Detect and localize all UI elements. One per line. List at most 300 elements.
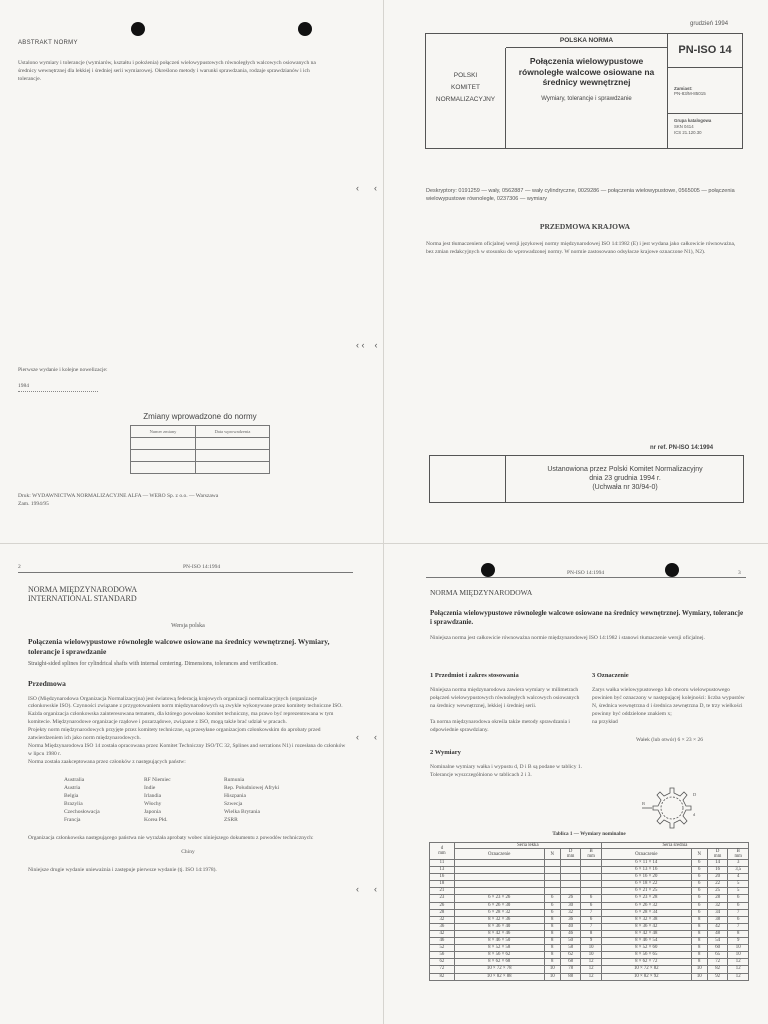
changes-cell	[131, 462, 196, 474]
cell-light-D: 40	[560, 923, 581, 930]
countries-col1	[64, 777, 144, 825]
cell-light-B	[581, 888, 602, 895]
norm-heading-en: INTERNATIONAL STANDARD	[28, 594, 137, 603]
section2-p1: Nominalne wymiary wałka i wypustu d, D i B są podane w tablicy 1. Tolerancje wyszczególniono w tablicach 2 i 3.	[430, 763, 582, 778]
cell-medium-D: 42	[707, 923, 728, 930]
designation-example: Wałek (lub otwór) 6 × 23 × 26	[635, 736, 703, 743]
table-row	[430, 923, 749, 930]
cell-light-D: 58	[560, 945, 581, 952]
cell-light-designation: 6 × 28 × 32	[454, 909, 544, 916]
changes-section	[130, 412, 270, 474]
cell-light-n: 8	[544, 952, 560, 959]
table-row	[430, 895, 749, 902]
cell-light-n: 10	[544, 966, 560, 973]
established-box	[429, 455, 744, 503]
skn-value: SKN 0414	[674, 124, 694, 130]
disapproval-country: Chiny	[181, 849, 195, 855]
country: Korea Płd.	[144, 817, 168, 824]
cell-medium-n: 6	[691, 888, 707, 895]
cell-medium-designation: 10 × 72 × 82	[601, 966, 691, 973]
org-line3: NORMALIZACYJNY	[435, 96, 496, 103]
preface-body	[28, 696, 348, 768]
cell-light-n	[544, 867, 560, 874]
country: Brazylia	[64, 801, 83, 808]
medium-D-unit: mm	[713, 854, 722, 859]
descriptors: Deskryptory: 0191259 — wały, 0562887 — wały cylindryczne, 0029286 — połączenia wielowypustowe, 0565005 — połączenia wielowypustowe równoległe, 0237306 — wymiary	[426, 188, 735, 202]
light-designation-header: Oznaczenie	[454, 849, 544, 860]
cell-medium-D: 20	[707, 874, 728, 881]
light-D-label: D	[568, 849, 573, 854]
cell-medium-B: 10	[728, 952, 749, 959]
cell-light-B: 6	[581, 902, 602, 909]
fold-mark: ‹ ‹	[356, 884, 377, 894]
cell-light-D	[560, 867, 581, 874]
dimensions-table	[429, 842, 749, 981]
cell-light-B: 8	[581, 930, 602, 937]
cell-light-designation	[454, 874, 544, 881]
printer-info	[18, 493, 298, 509]
table-row	[430, 909, 749, 916]
cell-d: 18	[430, 881, 455, 888]
punch-hole	[131, 22, 145, 36]
changes-cell	[196, 438, 270, 450]
cell-light-designation: 8 × 52 × 58	[454, 945, 544, 952]
cell-light-B: 12	[581, 973, 602, 980]
punch-hole	[298, 22, 312, 36]
cell-d: 72	[430, 966, 455, 973]
cell-light-n: 10	[544, 973, 560, 980]
cell-light-B	[581, 867, 602, 874]
table-row	[430, 881, 749, 888]
cell-medium-n: 8	[691, 916, 707, 923]
cell-light-B: 10	[581, 952, 602, 959]
disapproval-text: Organizacja członkowska następującego państwa nie wyrażała aprobaty wobec niniejszego dokumentu z powodów technicznych:	[28, 835, 314, 842]
code-cell	[668, 44, 742, 148]
norm-title: Połączenia wielowypustowe równoległe walcowe osiowane na średnicy wewnętrznej	[518, 56, 655, 88]
changes-cell	[131, 438, 196, 450]
cell-medium-designation: 6 × 23 × 28	[601, 895, 691, 902]
country: Australia	[64, 777, 85, 784]
cell-medium-designation: 6 × 28 × 34	[601, 909, 691, 916]
table-row	[430, 874, 749, 881]
cell-light-B	[581, 860, 602, 867]
cell-light-D	[560, 881, 581, 888]
group-label: Grupa katalogowa	[674, 118, 712, 123]
foreword-text: Norma jest tłumaczeniem oficjalnej wersji językowej normy międzynarodowej ISO 14:1982 (E) i jest wydana jako całkowicie równoważna, bez zmian redakcyjnych w stosunku do wprowadzonej normy. W normie zastosowano odsyłacze krajowe oznaczone N1), N2).	[426, 241, 736, 255]
norm-subtitle: Wymiary, tolerancje i sprawdzanie	[541, 95, 632, 102]
cell-medium-designation: 8 × 52 × 60	[601, 945, 691, 952]
cell-medium-designation: 8 × 32 × 38	[601, 916, 691, 923]
cell-light-B: 12	[581, 966, 602, 973]
cell-light-designation: 8 × 42 × 46	[454, 930, 544, 937]
changes-col-date: Data wprowadzenia	[196, 426, 270, 438]
cell-medium-D: 60	[707, 945, 728, 952]
cell-medium-n: 6	[691, 874, 707, 881]
section3-p2: na przykład	[592, 718, 618, 725]
cell-medium-n: 6	[691, 860, 707, 867]
page4-col-left	[430, 672, 582, 780]
page3-title: Połączenia wielowypustowe równoległe walcowe osiowane na średnicy wewnętrznej. Wymiary, tolerancje i sprawdzanie	[28, 637, 330, 656]
page4-running-head: PN-ISO 14:1994	[567, 570, 605, 576]
cell-light-D: 88	[560, 973, 581, 980]
reference-number: nr ref. PN-ISO 14:1994	[650, 445, 714, 451]
cell-light-n: 8	[544, 959, 560, 966]
cell-light-D: 46	[560, 930, 581, 937]
cell-light-n: 8	[544, 945, 560, 952]
cell-medium-D: 34	[707, 909, 728, 916]
col-d-label: d	[440, 846, 444, 851]
preface-p3: Norma Międzynarodowa ISO 14 została opracowana przez Komitet Techniczny ISO/TC 32, Splines and serrations N1) i rozesłana do członków w lipcu 1980 r.	[28, 743, 346, 758]
page4-content	[430, 588, 746, 643]
cell-light-B	[581, 874, 602, 881]
cell-medium-designation: 8 × 42 × 48	[601, 930, 691, 937]
edition-note: Niniejsze drugie wydanie unieważnia i zastępuje pierwsze wydanie (tj. ISO 14:1978).	[28, 866, 217, 873]
cell-medium-D: 28	[707, 895, 728, 902]
org-line2: KOMITET	[451, 84, 480, 91]
medium-n-header: N	[691, 849, 707, 860]
table-row	[430, 930, 749, 937]
cell-medium-designation: 8 × 46 × 54	[601, 938, 691, 945]
punch-hole	[665, 563, 679, 577]
section1-title: 1 Przedmiot i zakres stosowania	[430, 672, 519, 679]
cell-light-D: 32	[560, 909, 581, 916]
cell-medium-designation: 8 × 36 × 42	[601, 923, 691, 930]
cell-medium-designation: 6 × 26 × 32	[601, 902, 691, 909]
preface-p1: ISO (Międzynarodowa Organizacja Normalizacyjna) jest światową federacją krajowych organizacji normalizacyjnych (organizacje członkowskie ISO). Czynności związane z przygotowaniem norm międzynarodowych są zwykle wykonywane przez komitety techniczne ISO. Każda organizacja członkowska zainteresowana tematem, dla którego powołano komitet techniczny, ma prawo być reprezentowana w tym komitecie. Międzynarodowe organizacje rządowe i pozarządowe, związane z ISO, mogą także brać udział w pracach.	[28, 695, 343, 726]
first-edition	[18, 367, 148, 392]
cell-d: 36	[430, 923, 455, 930]
cell-medium-B: 4	[728, 874, 749, 881]
title-block	[425, 33, 743, 149]
light-n-header: N	[544, 849, 560, 860]
cell-medium-designation: 6 × 11 × 14	[601, 860, 691, 867]
order-text: Zam. 1994/95	[18, 500, 49, 507]
cell-d: 82	[430, 973, 455, 980]
table-row	[430, 860, 749, 867]
cell-light-n: 8	[544, 938, 560, 945]
cell-light-B: 12	[581, 959, 602, 966]
cell-medium-n: 10	[691, 973, 707, 980]
cell-light-designation: 8 × 56 × 62	[454, 952, 544, 959]
established-line1: Ustanowiona przez Polski Komitet Normalizacyjny	[547, 466, 703, 473]
section3-title: 3 Oznaczenie	[592, 672, 629, 679]
country: ZSRR	[224, 817, 238, 824]
established-line2: dnia 23 grudnia 1994 r.	[589, 475, 661, 483]
fold-mark: ‹ ‹	[356, 183, 377, 193]
cell-medium-n: 8	[691, 923, 707, 930]
cell-light-designation	[454, 888, 544, 895]
cell-medium-n: 6	[691, 902, 707, 909]
issue-date: grudzień 1994	[690, 21, 729, 27]
page4-header-rule	[426, 577, 746, 578]
cell-medium-B: 12	[728, 966, 749, 973]
changes-col-number: Numer zmiany	[131, 426, 196, 438]
cell-medium-D: 82	[707, 966, 728, 973]
horizontal-fold	[0, 543, 768, 544]
country: Wielka Brytania	[224, 809, 260, 816]
cell-medium-D: 54	[707, 938, 728, 945]
cell-medium-B: 8	[728, 930, 749, 937]
cell-medium-B: 6	[728, 902, 749, 909]
cell-medium-designation: 8 × 56 × 65	[601, 952, 691, 959]
group-box	[674, 118, 711, 136]
page4-page-number: 3	[738, 570, 741, 576]
page3-header-rule	[18, 572, 353, 573]
cell-medium-B: 7	[728, 909, 749, 916]
cell-light-D: 36	[560, 916, 581, 923]
cell-light-n	[544, 874, 560, 881]
countries-col2	[144, 777, 224, 825]
light-D-unit: mm	[566, 854, 575, 859]
cell-medium-B: 5	[728, 888, 749, 895]
cell-medium-B: 7	[728, 923, 749, 930]
cell-light-n: 8	[544, 930, 560, 937]
country: Hiszpania	[224, 793, 246, 800]
svg-text:d: d	[693, 812, 696, 817]
cell-light-D: 68	[560, 959, 581, 966]
cell-light-designation	[454, 860, 544, 867]
established-line3: (Uchwała nr 30/94-0)	[592, 484, 658, 492]
cell-light-designation	[454, 881, 544, 888]
table-row	[430, 959, 749, 966]
light-series-header: Seria lekka	[454, 843, 601, 849]
cell-light-B: 7	[581, 909, 602, 916]
cell-light-D: 30	[560, 902, 581, 909]
cell-medium-n: 8	[691, 930, 707, 937]
countries	[64, 777, 348, 825]
abstract-text: Ustalono wymiary i tolerancje (wymiarów, kształtu i położenia) połączeń wielowypustowych równoległych walcowych osiowanych na średnicy wewnętrznej dla lekkiej i średniej serii wymiarowej. Określono metody i warunki sprawdzania, rodzaje sprawdzianów i ich tolerancje.	[18, 60, 316, 82]
cell-d: 16	[430, 874, 455, 881]
col-d-header	[430, 843, 455, 860]
cell-light-B: 9	[581, 938, 602, 945]
table-row	[430, 966, 749, 973]
cell-medium-n: 6	[691, 867, 707, 874]
changes-cell	[196, 450, 270, 462]
table-row	[430, 938, 749, 945]
country: RF Niemiec	[144, 777, 171, 784]
cell-light-n	[544, 860, 560, 867]
medium-D-header	[707, 849, 728, 860]
changes-cell	[196, 462, 270, 474]
medium-B-unit: mm	[734, 854, 742, 859]
cell-medium-B: 9	[728, 938, 749, 945]
cell-light-designation: 8 × 46 × 50	[454, 938, 544, 945]
cell-d: 13	[430, 867, 455, 874]
cell-medium-D: 14	[707, 860, 728, 867]
cell-d: 28	[430, 909, 455, 916]
cell-light-D	[560, 860, 581, 867]
cell-medium-designation: 6 × 18 × 22	[601, 881, 691, 888]
page3-page-number: 2	[18, 564, 21, 570]
cell-light-D: 62	[560, 952, 581, 959]
medium-D-label: D	[715, 849, 720, 854]
cell-medium-B: 5	[728, 881, 749, 888]
cell-light-B: 6	[581, 916, 602, 923]
cell-medium-B: 3	[728, 860, 749, 867]
table-row	[430, 973, 749, 980]
svg-text:D: D	[693, 792, 697, 797]
cell-light-D	[560, 874, 581, 881]
table-row	[430, 867, 749, 874]
ics-value: ICS 21.120.30	[674, 130, 702, 136]
page3-content	[28, 585, 348, 875]
cell-light-D	[560, 888, 581, 895]
country: Szwecja	[224, 801, 243, 808]
cell-light-n: 6	[544, 895, 560, 902]
country: Czechosłowacja	[64, 809, 100, 816]
table-row	[430, 945, 749, 952]
cell-medium-D: 48	[707, 930, 728, 937]
dimensions-table-body	[430, 860, 749, 981]
norm-code: PN-ISO 14	[668, 34, 742, 68]
section1-p2: Ta norma międzynarodowa określa także metody sprawdzania i odpowiednie sprawdziany.	[430, 718, 570, 733]
section1-p1: Niniejsza norma międzynarodowa zawiera wymiary w milimetrach połączeń wielowypustowych równoległych walcowych osiowanych na średnicy wewnętrznej, lekkiej i średniej serii.	[430, 687, 580, 709]
cell-d: 23	[430, 895, 455, 902]
cell-medium-designation: 10 × 82 × 92	[601, 973, 691, 980]
english-title: Straight-sided splines for cylindrical shafts with internal centering. Dimensions, tolerances and verification.	[28, 660, 278, 667]
changes-cell	[131, 450, 196, 462]
cell-d: 32	[430, 916, 455, 923]
cell-medium-B: 6	[728, 916, 749, 923]
cell-light-n	[544, 881, 560, 888]
table-row	[430, 902, 749, 909]
page4-norm-heading: NORMA MIĘDZYNARODOWA	[430, 588, 533, 597]
cell-d: 46	[430, 938, 455, 945]
cell-light-n: 6	[544, 909, 560, 916]
page1-abstract	[18, 40, 318, 84]
cell-light-n: 8	[544, 916, 560, 923]
spline-profile-drawing	[640, 782, 700, 834]
cell-light-n	[544, 888, 560, 895]
country: Belgia	[64, 793, 79, 800]
cell-medium-D: 72	[707, 959, 728, 966]
cell-light-designation: 6 × 23 × 26	[454, 895, 544, 902]
cell-medium-designation: 6 × 16 × 20	[601, 874, 691, 881]
cell-medium-designation: 8 × 62 × 72	[601, 959, 691, 966]
cell-light-designation: 8 × 36 × 40	[454, 923, 544, 930]
printer-text: Druk: WYDAWNICTWA NORMALIZACYJNE ALFA — WERO Sp. z o.o. — Warszawa	[18, 493, 219, 499]
cell-light-designation: 10 × 72 × 78	[454, 966, 544, 973]
changes-table	[130, 425, 270, 474]
light-B-unit: mm	[587, 854, 595, 859]
light-D-header	[560, 849, 581, 860]
cell-light-B: 6	[581, 895, 602, 902]
cell-medium-designation: 6 × 21 × 25	[601, 888, 691, 895]
cell-light-designation: 6 × 26 × 30	[454, 902, 544, 909]
cell-light-B: 10	[581, 945, 602, 952]
page3-running-head: PN-ISO 14:1994	[183, 564, 221, 570]
cell-medium-B: 12	[728, 973, 749, 980]
cell-d: 21	[430, 888, 455, 895]
preface-p2: Projekty norm międzynarodowych przyjęte przez komitety techniczne, są przesyłane organizacjom członkowskim do aprobaty przed zatwierdzeniem ich jako norm międzynarodowych.	[28, 727, 321, 742]
countries-col3	[224, 777, 324, 825]
preface-p4: Norma została zaakceptowana przez członków z następujących państw:	[28, 759, 186, 766]
cell-medium-n: 8	[691, 959, 707, 966]
version-label: Wersja polska	[171, 623, 205, 629]
country: Włochy	[144, 801, 162, 808]
table-row	[430, 888, 749, 895]
changes-title: Zmiany wprowadzone do normy	[143, 412, 257, 421]
cell-medium-D: 65	[707, 952, 728, 959]
country: Rep. Południowej Afryki	[224, 785, 280, 792]
replaces-label: Zamiast:	[674, 86, 693, 91]
committee-block	[426, 48, 506, 148]
table-title: Tablica 1 — Wymiary nominalne	[552, 831, 626, 837]
medium-series-header: Seria średnia	[601, 843, 748, 849]
cell-d: 52	[430, 945, 455, 952]
cell-medium-n: 6	[691, 895, 707, 902]
table-row	[430, 952, 749, 959]
cell-medium-D: 92	[707, 973, 728, 980]
cell-medium-n: 8	[691, 952, 707, 959]
cell-light-n: 6	[544, 902, 560, 909]
cell-medium-B: 10	[728, 945, 749, 952]
country: Francja	[64, 817, 81, 824]
cell-light-designation: 8 × 62 × 68	[454, 959, 544, 966]
cell-d: 62	[430, 959, 455, 966]
cell-d: 42	[430, 930, 455, 937]
preface-heading: Przedmowa	[28, 678, 66, 688]
cell-light-D: 50	[560, 938, 581, 945]
cell-medium-n: 8	[691, 938, 707, 945]
cell-light-n: 8	[544, 923, 560, 930]
cell-medium-B: 3,5	[728, 867, 749, 874]
cell-medium-n: 8	[691, 945, 707, 952]
abstract-heading: ABSTRAKT NORMY	[18, 40, 78, 46]
cell-light-B	[581, 881, 602, 888]
national-foreword	[426, 222, 744, 257]
cell-light-D: 78	[560, 966, 581, 973]
cell-medium-B: 12	[728, 959, 749, 966]
medium-designation-header: Oznaczenie	[601, 849, 691, 860]
replaces-box	[668, 73, 742, 114]
cell-light-B: 7	[581, 923, 602, 930]
cell-medium-n: 6	[691, 909, 707, 916]
cell-d: 11	[430, 860, 455, 867]
country: Japonia	[144, 809, 161, 816]
cell-medium-designation: 6 × 13 × 16	[601, 867, 691, 874]
cell-medium-n: 10	[691, 966, 707, 973]
section3-p1: Zarys wałka wielowypustowego lub otworu wielowpustowego powinien być oznaczony w następującej kolejności: liczba wypustów N, średnica wewnętrzna d i średnica zewnętrzna D, te trzy wielkości powinny być oddzielone znakiem x;	[592, 687, 745, 717]
fold-mark: ‹ ‹	[356, 732, 377, 742]
first-edition-year: 1984	[18, 383, 98, 392]
light-B-label: B	[589, 849, 593, 854]
cell-d: 26	[430, 902, 455, 909]
medium-B-header	[728, 849, 749, 860]
cell-light-designation: 10 × 82 × 88	[454, 973, 544, 980]
org-line1: POLSKI	[453, 72, 478, 79]
light-B-header	[581, 849, 602, 860]
page4-intro: Niniejsza norma jest całkowicie równoważna normie międzynarodowej ISO 14:1982 i stanowi tłumaczenie wersji oficjalnej.	[430, 635, 705, 642]
section2-title: 2 Wymiary	[430, 748, 461, 756]
country: Indie	[144, 785, 156, 792]
replaces-value: PN-83/M-85015	[674, 91, 706, 96]
table-row	[430, 916, 749, 923]
cell-light-designation: 8 × 32 × 36	[454, 916, 544, 923]
cell-light-D: 26	[560, 895, 581, 902]
vertical-fold	[383, 0, 384, 1024]
punch-hole	[481, 563, 495, 577]
cell-medium-D: 38	[707, 916, 728, 923]
cell-medium-B: 6	[728, 895, 749, 902]
cell-medium-D: 32	[707, 902, 728, 909]
col-d-unit: mm	[438, 851, 446, 856]
page4-col-right	[592, 672, 747, 745]
country: Austria	[64, 785, 81, 792]
country: Rumunia	[224, 777, 245, 784]
cell-medium-D: 22	[707, 881, 728, 888]
svg-text:B: B	[642, 801, 646, 806]
